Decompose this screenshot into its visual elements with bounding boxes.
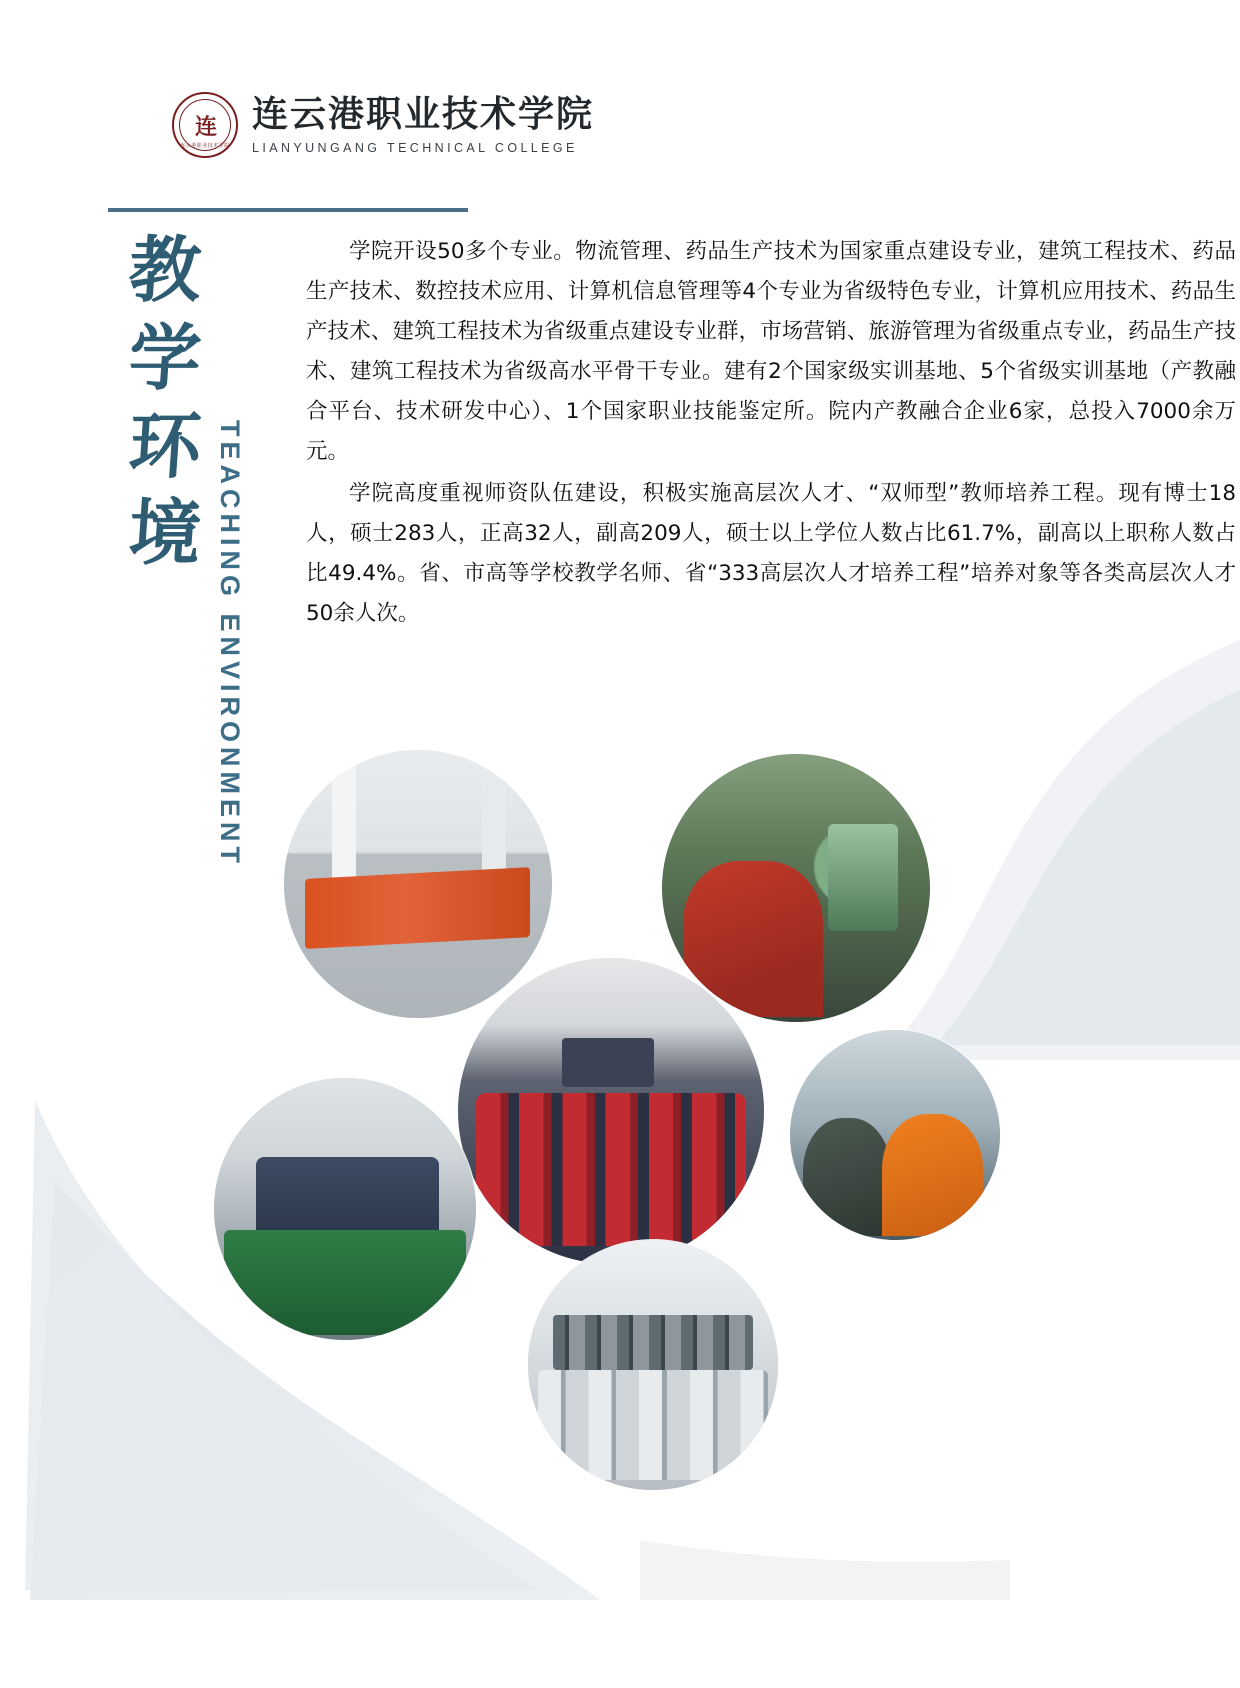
section-divider [108,208,468,212]
seal-mark-text: 连 [194,114,215,140]
section-title-vertical [110,226,220,577]
college-name-en: LIANYUNGANG TECHNICAL COLLEGE [252,140,578,155]
paragraph-2: 学院高度重视师资队伍建设，积极实施高层次人才、“双师型”教师培养工程。现有博士18人，硕士283人，正高32人，副高209人，硕士以上学位人数占比61.7%，副高以上职称人数占比49.4%。省、市高等学校教学名师、省“333高层次人才培养工程”培养对象等各类高层次人才50余人次。 [306,481,1236,626]
section-title-char-1: 教 [126,227,205,312]
section-title-char-4: 境 [126,490,205,576]
body-copy [306,232,1236,634]
photo-electronics-lab-image [214,1078,476,1340]
photo-collage [180,730,1100,1540]
college-logo [172,92,594,158]
photo-electronics-lab [214,1078,476,1340]
paragraph-1: 学院开设50多个专业。物流管理、药品生产技术为国家重点建设专业，建筑工程技术、药品生产技术、数控技术应用、计算机信息管理等4个专业为省级特色专业，计算机应用技术、药品生产技术、建筑工程技术为省级重点建设专业群，市场营销、旅游管理为省级重点专业，药品生产技术、建筑工程技术为省级高水平骨干专业。建有2个国家级实训基地、5个省级实训基地（产教融合平台、技术研发中心）、1个国家职业技能鉴定所。院内产教融合企业6家，总投入7000余万元。 [306,239,1236,464]
college-name-cn: 连云港职业技术学院 [252,93,595,136]
photo-cabin-service-image [458,958,764,1264]
photo-cabin-service [458,958,764,1264]
photo-teacher-student-image [790,1030,1000,1240]
seal-sub-text: 连云港职业技术学院 [180,143,230,149]
photo-computer-room [528,1240,778,1490]
section-title-char-3: 环 [126,402,205,488]
college-seal-icon [172,92,238,158]
photo-teacher-student [790,1030,1000,1240]
section-title-char-2: 学 [126,314,205,400]
section-title-english: TEACHING ENVIRONMENT [215,420,245,869]
photo-computer-room-image [528,1240,778,1490]
